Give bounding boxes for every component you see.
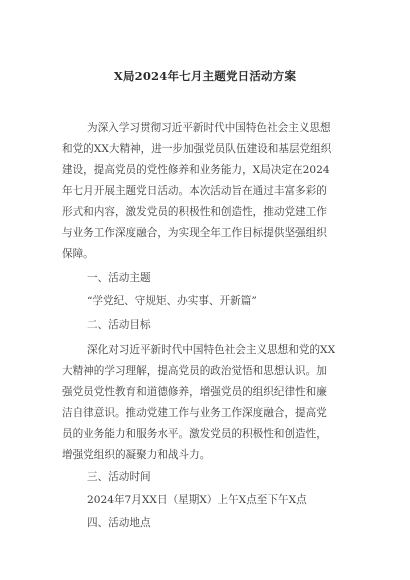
section-heading-theme: 一、活动主题 (87, 272, 151, 284)
goals-line: 深化对习近平新时代中国特色社会主义思想和党的XX (87, 344, 336, 356)
time-content: 2024年7月XX日（星期X）上午X点至下午X点 (87, 494, 307, 506)
section-heading-goals: 二、活动目标 (87, 319, 151, 331)
goals-line: 大精神的学习理解，提高党员的政治觉悟和思想认识。加 (62, 365, 327, 377)
intro-line: 与业务工作深度融合，为实现全年工作目标提供坚强组织 (62, 227, 327, 239)
intro-line: 形式和内容，激发党员的积极性和创造性，推动党建工作 (62, 206, 327, 218)
goals-line: 洁自律意识。推动党建工作与业务工作深度融合，提高党 (62, 407, 327, 419)
goals-line: 员的业务能力和服务水平。激发党员的积极性和创造性， (62, 428, 327, 440)
section-heading-time: 三、活动时间 (87, 471, 151, 483)
document-title: X局2024年七月主题党日活动方案 (113, 69, 297, 83)
theme-content: “学党纪、守规矩、办实事、开新篇” (87, 295, 257, 307)
intro-line: 为深入学习贯彻习近平新时代中国特色社会主义思想 (87, 122, 331, 134)
intro-line: 建设，提高党员的党性修养和业务能力，X局决定在2024 (62, 164, 330, 176)
goals-line: 强党员党性教育和道德修养，增强党员的组织纪律性和廉 (62, 386, 327, 398)
goals-line: 增强党组织的凝聚力和战斗力。 (62, 449, 211, 461)
intro-line: 保障。 (62, 248, 94, 260)
intro-line: 年七月开展主题党日活动。本次活动旨在通过丰富多彩的 (62, 185, 327, 197)
intro-line: 和党的XX大精神，进一步加强党员队伍建设和基层党组织 (62, 143, 332, 155)
section-heading-location: 四、活动地点 (87, 517, 151, 529)
